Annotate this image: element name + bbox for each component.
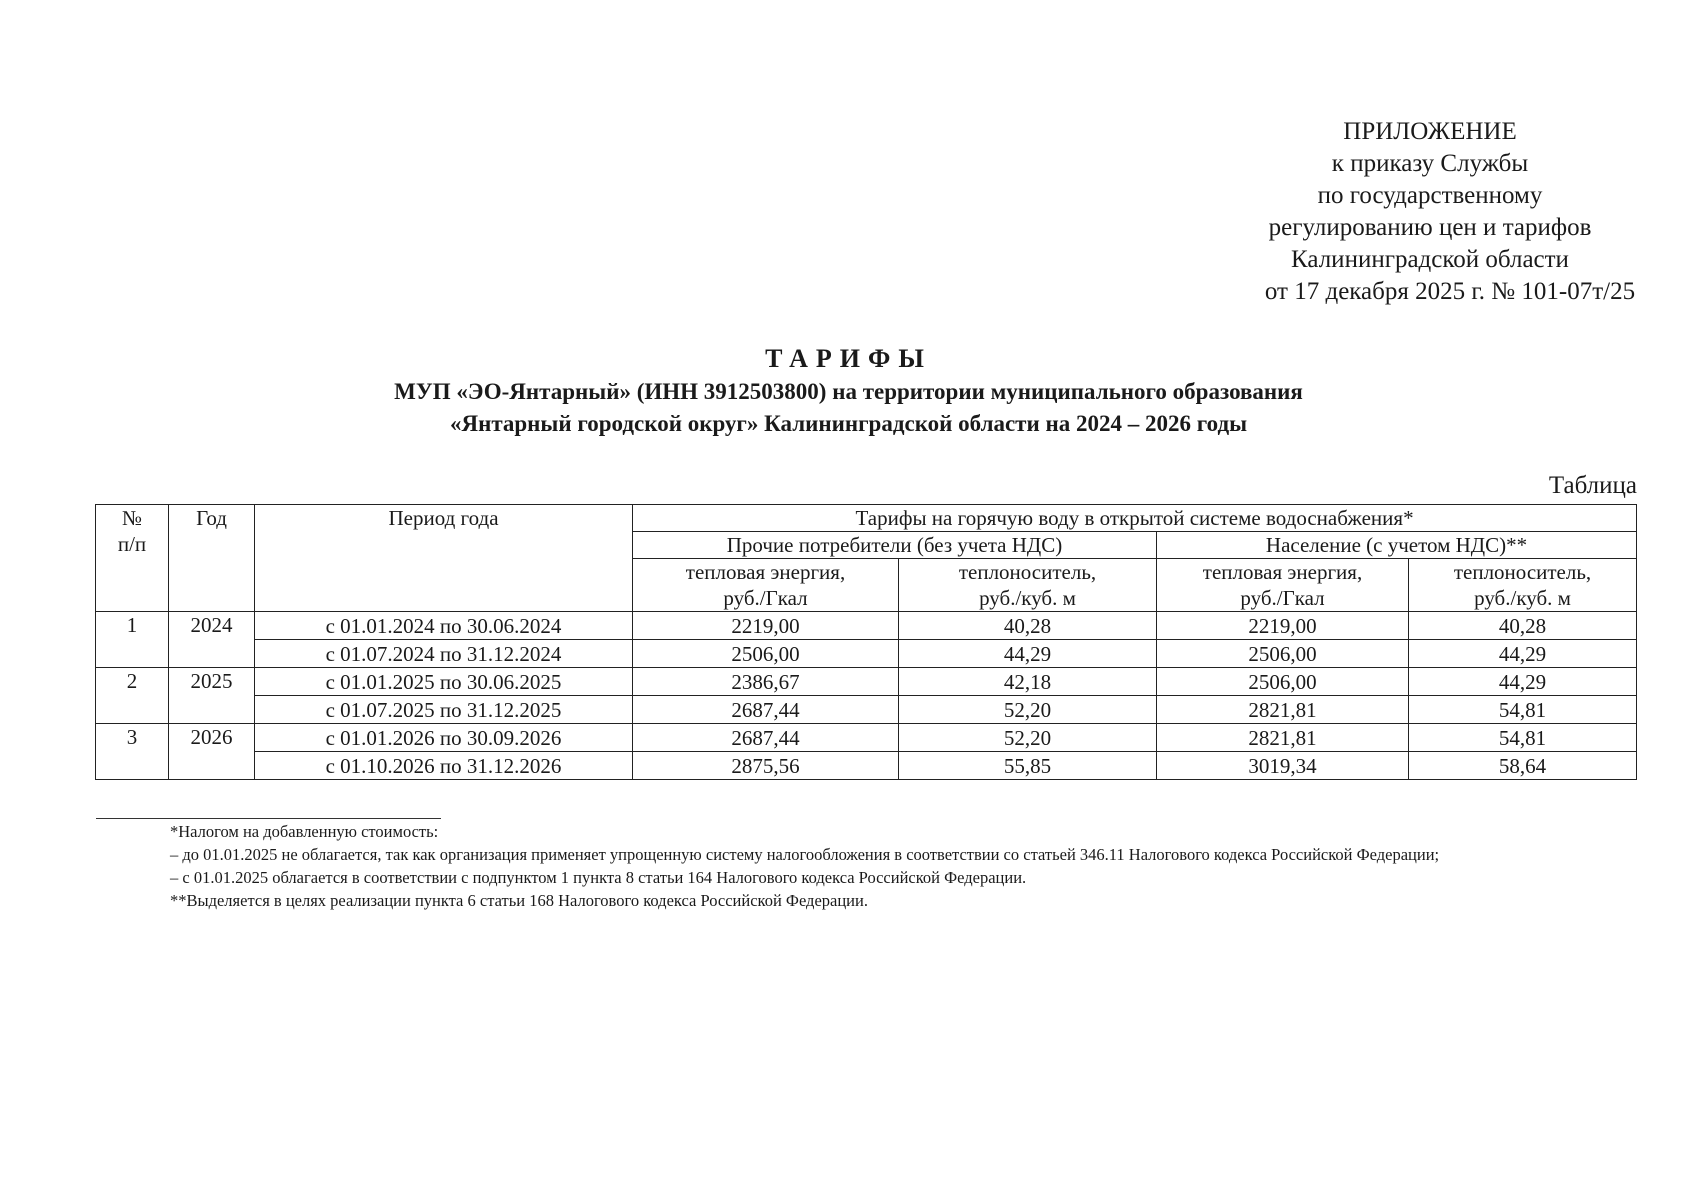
cell-pop-carrier: 58,64 — [1409, 752, 1637, 780]
header-heat-line1: тепловая энергия, — [1202, 560, 1363, 584]
cell-period: с 01.01.2025 по 30.06.2025 — [255, 668, 633, 696]
cell-number: 3 — [96, 724, 169, 780]
appendix-line: к приказу Службы — [1331, 150, 1529, 177]
table-row — [96, 724, 1637, 752]
header-carrier-line2: руб./куб. м — [979, 586, 1076, 610]
header-number — [96, 505, 169, 612]
table-row — [96, 752, 1637, 780]
header-pop-carrier — [1409, 559, 1637, 612]
cell-period: с 01.10.2026 по 31.12.2026 — [255, 752, 633, 780]
header-other-heat — [633, 559, 899, 612]
tariffs-table — [95, 504, 1637, 780]
table-row — [96, 640, 1637, 668]
cell-other-carrier: 52,20 — [899, 696, 1157, 724]
cell-number: 2 — [96, 668, 169, 724]
header-other-consumers: Прочие потребители (без учета НДС) — [633, 532, 1157, 559]
header-carrier-line1: теплоноситель, — [1453, 560, 1592, 584]
cell-year: 2025 — [169, 668, 255, 724]
cell-other-carrier: 44,29 — [899, 640, 1157, 668]
footnote-divider — [96, 818, 441, 819]
cell-other-heat: 2506,00 — [633, 640, 899, 668]
header-carrier-line1: теплоноситель, — [958, 560, 1097, 584]
cell-pop-carrier: 54,81 — [1409, 724, 1637, 752]
header-other-carrier — [899, 559, 1157, 612]
table-row — [96, 612, 1637, 640]
title-main: ТАРИФЫ — [765, 344, 932, 373]
header-year: Год — [169, 505, 255, 612]
cell-pop-carrier: 44,29 — [1409, 640, 1637, 668]
cell-year: 2026 — [169, 724, 255, 780]
header-population: Население (с учетом НДС)** — [1157, 532, 1637, 559]
cell-year: 2024 — [169, 612, 255, 668]
appendix-header — [1130, 116, 1697, 308]
header-carrier-line2: руб./куб. м — [1474, 586, 1571, 610]
footnote-before-2025: – до 01.01.2025 не облагается, так как организация применяет упрощенную систему налогообложения в соответствии со статьей 346.11 Налогового кодекса Российской Федерации; — [170, 845, 1440, 864]
header-heat-line2: руб./Гкал — [723, 586, 808, 610]
cell-other-carrier: 42,18 — [899, 668, 1157, 696]
cell-period: с 01.01.2026 по 30.09.2026 — [255, 724, 633, 752]
appendix-line: ПРИЛОЖЕНИЕ — [1343, 118, 1517, 145]
cell-pop-carrier: 54,81 — [1409, 696, 1637, 724]
cell-pop-heat: 2506,00 — [1157, 668, 1409, 696]
cell-number: 1 — [96, 612, 169, 668]
cell-pop-heat: 3019,34 — [1157, 752, 1409, 780]
cell-pop-heat: 2821,81 — [1157, 696, 1409, 724]
cell-other-heat: 2687,44 — [633, 696, 899, 724]
footnote-vat-allocated: **Выделяется в целях реализации пункта 6 статьи 168 Налогового кодекса Российской Федерации. — [170, 891, 868, 910]
cell-other-heat: 2219,00 — [633, 612, 899, 640]
header-heat-line1: тепловая энергия, — [685, 560, 846, 584]
header-pop-heat — [1157, 559, 1409, 612]
cell-other-carrier: 40,28 — [899, 612, 1157, 640]
cell-pop-carrier: 44,29 — [1409, 668, 1637, 696]
footnotes — [96, 820, 1636, 912]
appendix-line: по государственному — [1317, 182, 1543, 209]
header-heat-line2: руб./Гкал — [1240, 586, 1325, 610]
appendix-line: регулированию цен и тарифов — [1268, 214, 1592, 241]
cell-period: с 01.01.2024 по 30.06.2024 — [255, 612, 633, 640]
table-row — [96, 668, 1637, 696]
title-line-2: «Янтарный городской округ» Калининградской области на 2024 – 2026 годы — [449, 411, 1248, 436]
table-label: Таблица — [1548, 472, 1637, 499]
header-number-line2: п/п — [117, 532, 147, 556]
cell-pop-heat: 2219,00 — [1157, 612, 1409, 640]
cell-period: с 01.07.2024 по 31.12.2024 — [255, 640, 633, 668]
cell-period: с 01.07.2025 по 31.12.2025 — [255, 696, 633, 724]
cell-other-carrier: 55,85 — [899, 752, 1157, 780]
appendix-line: Калининградской области — [1291, 246, 1569, 273]
header-number-line1: № — [121, 506, 143, 530]
cell-pop-carrier: 40,28 — [1409, 612, 1637, 640]
header-group: Тарифы на горячую воду в открытой системе водоснабжения* — [633, 505, 1637, 532]
appendix-order-line: от 17 декабря 2025 г. № 101-07т/25 — [1264, 278, 1636, 305]
cell-pop-heat: 2506,00 — [1157, 640, 1409, 668]
cell-other-heat: 2875,56 — [633, 752, 899, 780]
title-line-1: МУП «ЭО-Янтарный» (ИНН 3912503800) на территории муниципального образования — [394, 379, 1303, 404]
document-title — [0, 342, 1697, 440]
table-row — [96, 696, 1637, 724]
footnote-from-2025: – с 01.01.2025 облагается в соответствии с подпунктом 1 пункта 8 статьи 164 Налогового кодекса Российской Федерации. — [170, 868, 1027, 887]
header-period: Период года — [255, 505, 633, 612]
cell-pop-heat: 2821,81 — [1157, 724, 1409, 752]
cell-other-carrier: 52,20 — [899, 724, 1157, 752]
cell-other-heat: 2687,44 — [633, 724, 899, 752]
cell-other-heat: 2386,67 — [633, 668, 899, 696]
footnote-vat: *Налогом на добавленную стоимость: — [170, 822, 439, 841]
